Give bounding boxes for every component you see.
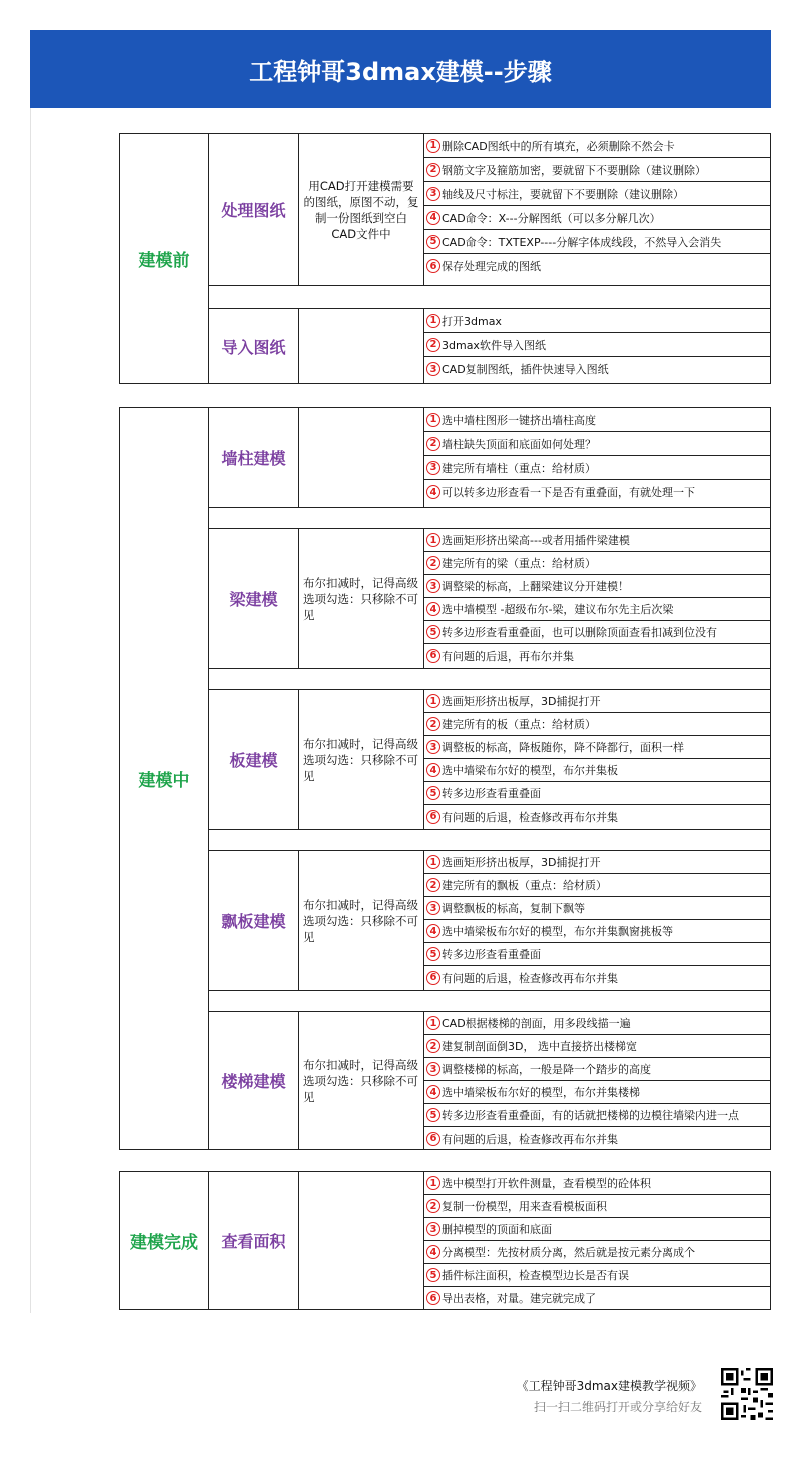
step-item	[424, 1287, 770, 1309]
group-check-area	[209, 1172, 770, 1309]
step-item	[424, 920, 770, 943]
step-text: 有问题的后退，检查修改再布尔并集	[442, 810, 618, 824]
step-item	[424, 759, 770, 782]
step-number-icon: 1	[426, 855, 440, 869]
step-text: 选中墙梁板布尔好的模型，布尔并集飘窗挑板等	[442, 925, 673, 938]
step-text: 导出表格，对量。建完就完成了	[442, 1292, 596, 1305]
step-number-icon: 4	[426, 924, 440, 938]
footer-hint: 扫一扫二维码打开或分享给好友	[533, 1400, 702, 1414]
group-beam	[209, 528, 770, 669]
step-text: CAD命令：X---分解图纸（可以多分解几次）	[442, 211, 661, 225]
step-text: 建完所有的板（重点：给材质）	[442, 718, 596, 731]
section-after	[119, 1171, 771, 1310]
group-process-drawing	[209, 134, 770, 286]
step-item	[424, 851, 770, 874]
step-number-icon: 3	[426, 1222, 440, 1236]
group-name: 梁建模	[209, 529, 299, 668]
step-number-icon: 3	[426, 1062, 440, 1076]
group-slab	[209, 689, 770, 830]
group-note: 布尔扣减时，记得高级选项勾选：只移除不可见	[299, 690, 424, 829]
step-text: 转多边形查看重叠面，也可以删除顶面查看扣减到位没有	[442, 626, 717, 639]
step-number-icon: 5	[426, 1268, 440, 1282]
step-number-icon: 4	[426, 763, 440, 777]
step-number-icon: 5	[426, 625, 440, 639]
step-item	[424, 408, 770, 432]
step-text: 有问题的后退，检查修改再布尔并集	[442, 971, 618, 985]
step-text: 调整飘板的标高，复制下飘等	[442, 902, 585, 915]
step-number-icon: 1	[426, 413, 440, 427]
step-text: 选中墙梁板布尔好的模型，布尔并集楼梯	[442, 1086, 640, 1099]
step-number-icon: 3	[426, 740, 440, 754]
step-item	[424, 309, 770, 333]
step-number-icon: 4	[426, 211, 440, 225]
step-text: 插件标注面积，检查模型边长是否有误	[442, 1269, 629, 1282]
step-number-icon: 5	[426, 947, 440, 961]
step-number-icon: 5	[426, 786, 440, 800]
step-item	[424, 713, 770, 736]
footer-title: 《工程钟哥3dmax建模教学视频》	[516, 1379, 702, 1393]
step-list	[424, 408, 770, 504]
step-number-icon: 1	[426, 1016, 440, 1030]
step-text: 墙柱缺失顶面和底面如何处理？	[442, 437, 596, 451]
group-note: 布尔扣减时，记得高级选项勾选：只移除不可见	[299, 851, 424, 990]
section-during	[119, 407, 771, 1150]
step-item	[424, 1127, 770, 1150]
step-text: CAD命令：TXTEXP----分解字体成线段，不然导入会消失	[442, 235, 722, 249]
step-number-icon: 1	[426, 1176, 440, 1190]
step-number-icon: 2	[426, 437, 440, 451]
step-text: 有问题的后退，再布尔并集	[442, 649, 574, 663]
step-text: 转多边形查看重叠面，有的话就把楼梯的边模往墙梁内进一点	[442, 1109, 739, 1122]
step-item	[424, 782, 770, 805]
step-text: 选中墙梁布尔好的模型，布尔并集板	[442, 764, 618, 777]
step-number-icon: 1	[426, 694, 440, 708]
step-text: 调整板的标高，降板随你，降不降都行，面积一样	[442, 741, 684, 754]
step-item	[424, 432, 770, 456]
group-name: 飘板建模	[209, 851, 299, 990]
step-text: 删掉模型的顶面和底面	[442, 1223, 552, 1236]
step-item	[424, 158, 770, 182]
step-text: 选中墙柱图形一键挤出墙柱高度	[442, 413, 596, 427]
group-note: 用CAD打开建模需要的图纸，原图不动，复制一份图纸到空白CAD文件中	[299, 134, 424, 285]
group-note	[299, 309, 424, 383]
step-item	[424, 1104, 770, 1127]
step-number-icon: 2	[426, 163, 440, 177]
qr-code-icon[interactable]	[721, 1368, 773, 1420]
step-list	[424, 134, 770, 278]
step-number-icon: 2	[426, 717, 440, 731]
step-number-icon: 4	[426, 1085, 440, 1099]
step-item	[424, 966, 770, 989]
step-item	[424, 621, 770, 644]
step-number-icon: 2	[426, 1039, 440, 1053]
step-number-icon: 3	[426, 461, 440, 475]
step-text: 选画矩形挤出梁高---或者用插件梁建模	[442, 534, 630, 547]
step-number-icon: 1	[426, 533, 440, 547]
group-name: 处理图纸	[209, 134, 299, 285]
step-number-icon: 2	[426, 556, 440, 570]
step-number-icon: 1	[426, 314, 440, 328]
group-float-slab	[209, 850, 770, 991]
step-text: CAD复制图纸，插件快速导入图纸	[442, 363, 609, 376]
step-number-icon: 4	[426, 602, 440, 616]
step-item	[424, 134, 770, 158]
footer	[517, 1377, 702, 1415]
step-text: 建完所有的飘板（重点：给材质）	[442, 879, 607, 892]
step-text: CAD根据楼梯的剖面，用多段线描一遍	[442, 1017, 631, 1030]
step-text: 分离模型：先按材质分离，然后就是按元素分离成个	[442, 1246, 695, 1259]
step-item	[424, 529, 770, 552]
step-item	[424, 254, 770, 278]
group-note	[299, 1172, 424, 1309]
step-item	[424, 206, 770, 230]
group-stair	[209, 1011, 770, 1149]
stage-label: 建模完成	[120, 1172, 209, 1309]
step-text: 钢筋文字及箍筋加密，要就留下不要删除（建议删除）	[442, 163, 706, 177]
step-item	[424, 598, 770, 621]
step-text: 打开3dmax	[442, 314, 502, 328]
step-item	[424, 1172, 770, 1195]
step-text: 建完所有的梁（重点：给材质）	[442, 557, 596, 570]
step-number-icon: 5	[426, 1108, 440, 1122]
section-before	[119, 133, 771, 384]
step-text: 调整楼梯的标高，一般是降一个踏步的高度	[442, 1063, 651, 1076]
step-number-icon: 2	[426, 1199, 440, 1213]
step-number-icon: 2	[426, 878, 440, 892]
group-name: 导入图纸	[209, 309, 299, 383]
step-text: 复制一份模型，用来查看模板面积	[442, 1200, 607, 1213]
step-item	[424, 357, 770, 381]
step-item	[424, 333, 770, 357]
step-item	[424, 690, 770, 713]
step-item	[424, 1012, 770, 1035]
step-text: 选画矩形挤出板厚，3D捕捉打开	[442, 695, 601, 708]
group-note	[299, 408, 424, 507]
group-note: 布尔扣减时，记得高级选项勾选：只移除不可见	[299, 529, 424, 668]
step-item	[424, 1058, 770, 1081]
stage-label: 建模前	[120, 134, 209, 383]
step-number-icon: 2	[426, 338, 440, 352]
step-number-icon: 3	[426, 187, 440, 201]
step-number-icon: 6	[426, 810, 440, 824]
step-text: 选中墙模型 -超级布尔-梁，建议布尔先主后次梁	[442, 603, 674, 616]
group-name: 查看面积	[209, 1172, 299, 1309]
group-wall-column	[209, 408, 770, 508]
step-item	[424, 805, 770, 828]
step-text: 建复制剖面倒3D， 选中直接挤出楼梯宽	[442, 1040, 637, 1053]
step-number-icon: 1	[426, 139, 440, 153]
step-number-icon: 3	[426, 901, 440, 915]
step-item	[424, 943, 770, 966]
step-text: 删除CAD图纸中的所有填充，必须删除不然会卡	[442, 139, 675, 153]
step-number-icon: 4	[426, 1245, 440, 1259]
step-text: 保存处理完成的图纸	[442, 260, 541, 273]
step-item	[424, 874, 770, 897]
step-item	[424, 736, 770, 759]
step-number-icon: 6	[426, 1291, 440, 1305]
step-number-icon: 4	[426, 485, 440, 499]
step-text: 选中模型打开软件测量，查看模型的砼体积	[442, 1177, 651, 1190]
step-item	[424, 1241, 770, 1264]
step-number-icon: 3	[426, 362, 440, 376]
step-text: 有问题的后退，检查修改再布尔并集	[442, 1132, 618, 1146]
group-import-drawing	[209, 308, 770, 383]
step-list	[424, 1172, 770, 1309]
step-item	[424, 230, 770, 254]
step-item	[424, 1264, 770, 1287]
step-item	[424, 1195, 770, 1218]
step-item	[424, 575, 770, 598]
step-item	[424, 182, 770, 206]
step-text: 调整梁的标高，上翻梁建议分开建模！	[442, 580, 629, 593]
step-item	[424, 552, 770, 575]
step-text: 选画矩形挤出板厚，3D捕捉打开	[442, 856, 601, 869]
step-list	[424, 690, 770, 828]
step-item	[424, 1218, 770, 1241]
step-item	[424, 644, 770, 667]
step-text: 可以转多边形查看一下是否有重叠面，有就处理一下	[442, 486, 695, 499]
stage-label: 建模中	[120, 408, 209, 1149]
left-divider	[30, 108, 31, 1313]
step-text: 转多边形查看重叠面	[442, 787, 541, 800]
step-list	[424, 529, 770, 667]
step-text: 建完所有墙柱（重点：给材质）	[442, 461, 596, 475]
step-number-icon: 6	[426, 649, 440, 663]
step-text: 3dmax软件导入图纸	[442, 338, 546, 352]
step-text: 转多边形查看重叠面	[442, 948, 541, 961]
step-number-icon: 6	[426, 259, 440, 273]
step-list	[424, 309, 770, 381]
group-name: 板建模	[209, 690, 299, 829]
group-note: 布尔扣减时，记得高级选项勾选：只移除不可见	[299, 1012, 424, 1149]
step-list	[424, 851, 770, 989]
step-list	[424, 1012, 770, 1150]
group-name: 楼梯建模	[209, 1012, 299, 1149]
step-number-icon: 6	[426, 1132, 440, 1146]
step-number-icon: 3	[426, 579, 440, 593]
step-item	[424, 456, 770, 480]
step-number-icon: 6	[426, 971, 440, 985]
step-item	[424, 480, 770, 504]
step-item	[424, 897, 770, 920]
group-name: 墙柱建模	[209, 408, 299, 507]
page-title: 工程钟哥3dmax建模--步骤	[30, 30, 771, 108]
step-text: 轴线及尺寸标注，要就留下不要删除（建议删除）	[442, 187, 684, 201]
step-item	[424, 1081, 770, 1104]
step-number-icon: 5	[426, 235, 440, 249]
step-item	[424, 1035, 770, 1058]
